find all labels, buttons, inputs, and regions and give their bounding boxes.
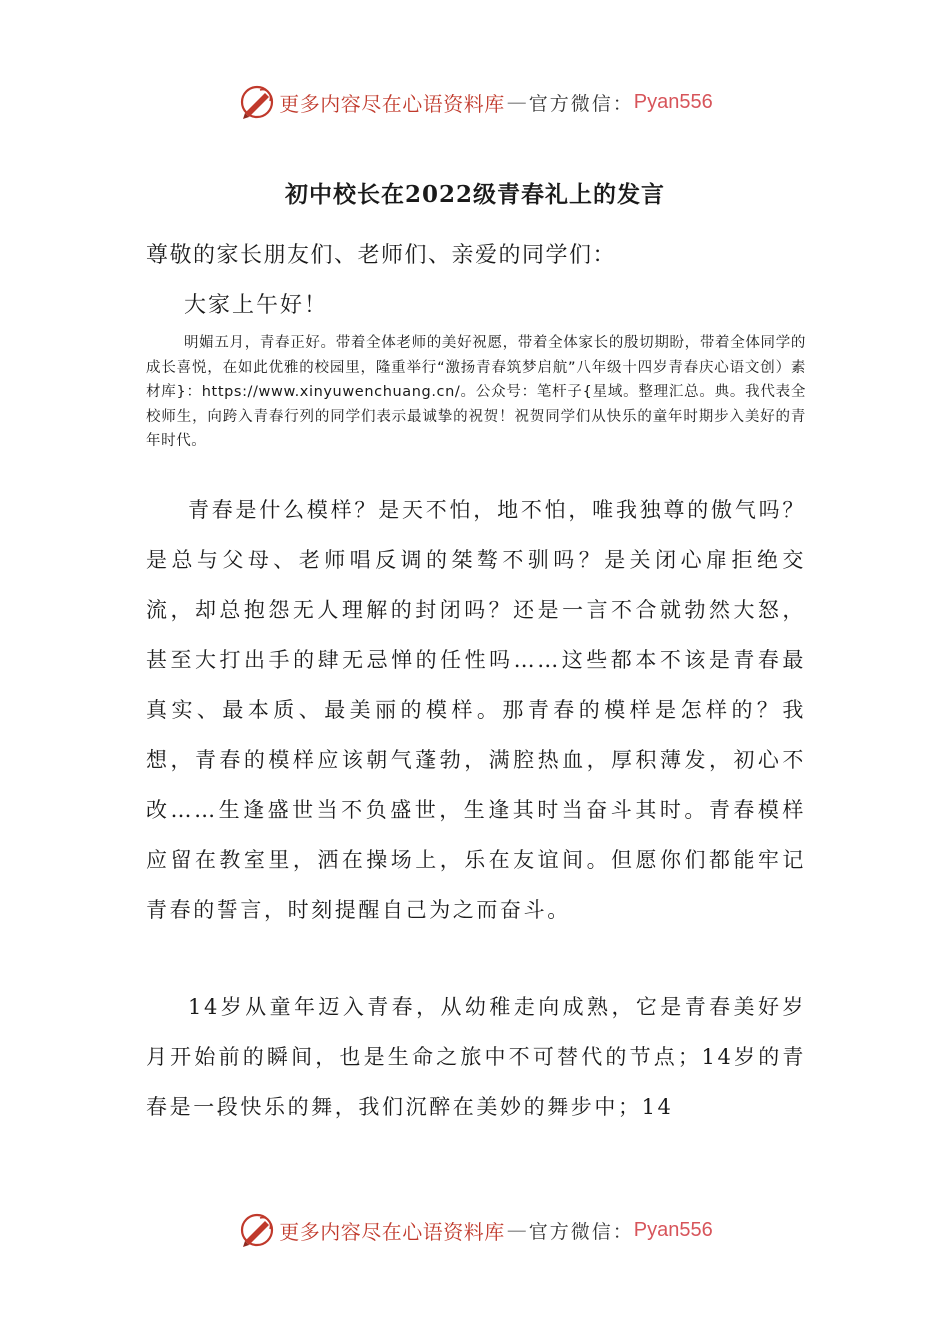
- banner-text: 更多内容尽在心语资料库: [279, 1219, 505, 1244]
- greeting: 大家上午好！: [184, 293, 329, 318]
- banner-dash: —: [506, 90, 527, 114]
- footer-watermark-banner: [0, 1210, 950, 1250]
- header-watermark-banner: [0, 82, 950, 122]
- banner-wechat-id: Pyan556: [633, 90, 713, 113]
- banner-wechat-id: Pyan556: [633, 1218, 713, 1241]
- banner-label: 官方微信：: [528, 92, 634, 115]
- banner-text: 更多内容尽在心语资料库: [279, 91, 505, 116]
- document-title: 初中校长在2022级青春礼上的发言: [284, 181, 665, 208]
- salutation: 尊敬的家长朋友们、老师们、亲爱的同学们：: [146, 243, 617, 268]
- banner-label: 官方微信：: [528, 1220, 634, 1243]
- banner-dash: —: [506, 1218, 527, 1242]
- body-paragraph-1: 青春是什么模样？是天不怕，地不怕，唯我独尊的傲气吗？是总与父母、老师唱反调的桀骜不驯吗？是关闭心扉拒绝交流，却总抱怨无人理解的封闭吗？还是一言不合就勃然大怒，甚至大打出手的肆无忌惮的任性吗……这些都本不该是青春最真实、最本质、最美丽的模样。那青春的模样是怎样的？我想，青春的模样应该朝气蓬勃，满腔热血，厚积薄发，初心不改……生逢盛世当不负盛世，生逢其时当奋斗其时。青春模样应留在教室里，洒在操场上，乐在友谊间。但愿你们都能牢记青春的誓言，时刻提醒自己为之而奋斗。: [146, 498, 806, 922]
- intro-paragraph: 明媚五月，青春正好。带着全体老师的美好祝愿，带着全体家长的殷切期盼，带着全体同学的成长喜悦，在如此优雅的校园里，隆重举行“激扬青春筑梦启航”八年级十四岁青春庆心语文创）素材库}：https://www.xinyuwenchuang.cn/。公众号：笔杆子{星域。整理汇总。典。我代表全校师生，向跨入青春行列的同学们表示最诚挚的祝贺！祝贺同学们从快乐的童年时期步入美好的青年时代。: [146, 335, 806, 449]
- body-paragraph-2: 14岁从童年迈入青春，从幼稚走向成熟，它是青春美好岁月开始前的瞬间，也是生命之旅中不可替代的节点；14岁的青春是一段快乐的舞，我们沉醉在美妙的舞步中；14: [146, 995, 806, 1119]
- pen-logo-icon: [237, 82, 277, 122]
- pen-logo-icon: [237, 1210, 277, 1250]
